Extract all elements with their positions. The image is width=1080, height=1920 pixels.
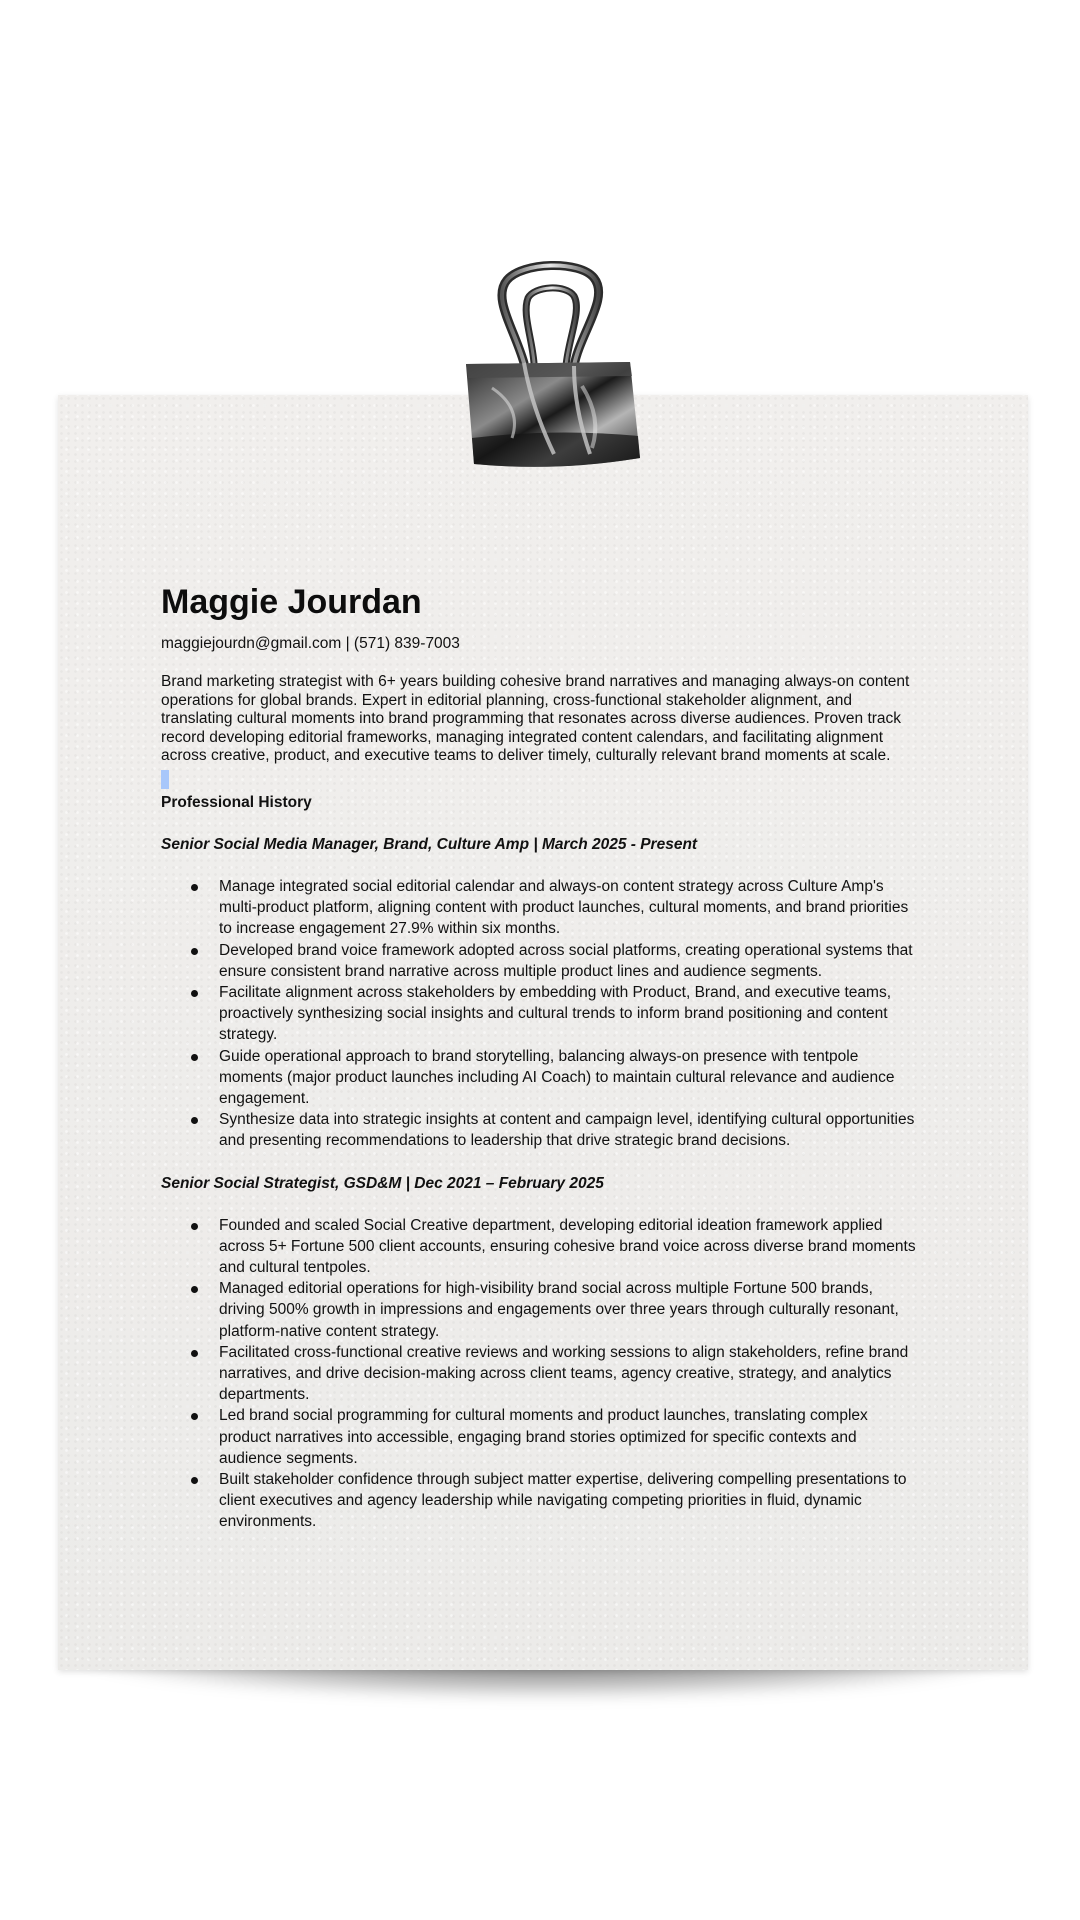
bullet-dot-icon xyxy=(191,1413,198,1420)
bullet-text: Led brand social programming for cultural moments and product launches, translating complex product narratives into accessible, engaging brand stories optimized for specific contexts and audience segments. xyxy=(219,1407,868,1467)
binder-clip-icon xyxy=(462,258,652,483)
job-bullet-list xyxy=(161,876,921,1152)
bullet-text: Manage integrated social editorial calendar and always-on content strategy across Culture Amp's multi-product platform, aligning content with product launches, cultural moments, and brand priorities to increase engagement 27.9% within six months. xyxy=(219,877,909,938)
list-item xyxy=(161,1278,921,1342)
bullet-dot-icon xyxy=(191,1350,198,1357)
bullet-dot-icon xyxy=(191,884,198,891)
contact-line: maggiejourdn@gmail.com | (571) 839-7003 xyxy=(161,635,460,652)
bullet-text: Founded and scaled Social Creative department, developing editorial ideation framework applied across 5+ Fortune 500 client accounts, ensuring cohesive brand voice across diverse brand moments and cultural tentpoles. xyxy=(219,1216,916,1277)
bullet-dot-icon xyxy=(191,1286,198,1293)
list-item xyxy=(161,1046,921,1110)
bullet-text: Managed editorial operations for high-visibility brand social across multiple Fortune 500 brands, driving 500% growth in impressions and engagements over three years through culturally resonant, platform-native content strategy. xyxy=(219,1280,899,1340)
resume-content xyxy=(161,582,921,1533)
text-cursor-highlight xyxy=(161,770,169,789)
bullet-dot-icon xyxy=(191,1117,198,1124)
resume-name: Maggie Jourdan xyxy=(161,583,422,621)
bullet-text: Facilitated cross-functional creative reviews and working sessions to align stakeholders, refine brand narratives, and drive decision-making across client teams, agency creative, strategy, and analytics departments. xyxy=(219,1343,909,1404)
list-item xyxy=(161,940,921,982)
bullet-dot-icon xyxy=(191,990,198,997)
section-title-professional-history: Professional History xyxy=(161,793,312,811)
list-item xyxy=(161,1342,921,1406)
bullet-text: Built stakeholder confidence through subject matter expertise, delivering compelling presentations to client executives and agency leadership while navigating competing priorities in fluid, dynamic environments. xyxy=(219,1471,907,1531)
summary-paragraph: Brand marketing strategist with 6+ years building cohesive brand narratives and managing always-on content operations for global brands. Expert in editorial planning, cross-functional stakeholder alignment, and translating cultural moments into brand programming that resonates across diverse audiences. Proven track record developing editorial frameworks, managing integrated content calendars, and facilitating alignment across creative, product, and executive teams to deliver timely, culturally relevant brand moments at scale. xyxy=(161,673,910,765)
bullet-text: Guide operational approach to brand storytelling, balancing always-on presence with tentpole moments (major product launches including AI Coach) to maintain cultural relevance and audience engagement. xyxy=(219,1047,895,1107)
job-title: Senior Social Strategist, GSD&M | Dec 2021 – February 2025 xyxy=(161,1174,604,1192)
job-title: Senior Social Media Manager, Brand, Culture Amp | March 2025 - Present xyxy=(161,835,698,853)
bullet-dot-icon xyxy=(191,1223,198,1230)
list-item xyxy=(161,876,921,940)
list-item xyxy=(161,982,921,1046)
list-item xyxy=(161,1215,921,1279)
bullet-text: Synthesize data into strategic insights at content and campaign level, identifying cultural opportunities and presenting recommendations to leadership that drive strategic brand decisions. xyxy=(219,1111,915,1150)
bullet-text: Developed brand voice framework adopted across social platforms, creating operational systems that ensure consistent brand narrative across multiple product lines and audience segments. xyxy=(219,941,913,980)
job-bullet-list xyxy=(161,1215,921,1533)
bullet-text: Facilitate alignment across stakeholders by embedding with Product, Brand, and executive teams, proactively synthesizing social insights and cultural trends to inform brand positioning and content strategy. xyxy=(219,983,892,1044)
bullet-dot-icon xyxy=(191,1477,198,1484)
list-item xyxy=(161,1469,921,1533)
list-item xyxy=(161,1109,921,1151)
list-item xyxy=(161,1405,921,1469)
bullet-dot-icon xyxy=(191,1054,198,1061)
bullet-dot-icon xyxy=(191,948,198,955)
